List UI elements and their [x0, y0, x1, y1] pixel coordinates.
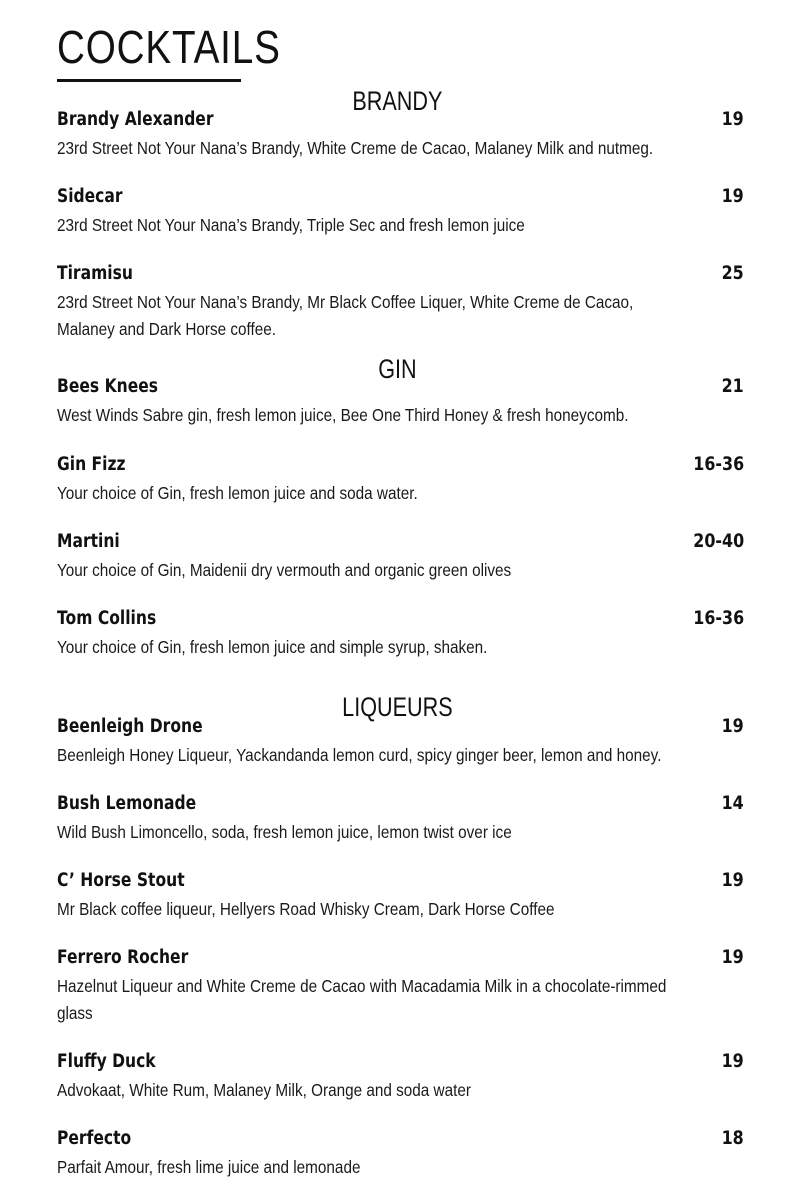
item-name: Sidecar: [57, 186, 123, 207]
item-name: Tiramisu: [57, 263, 133, 284]
item-price: 16-36: [693, 454, 744, 475]
item-price: 18: [721, 1128, 744, 1149]
item-description: Advokaat, White Rum, Malaney Milk, Orange and soda water: [57, 1080, 471, 1100]
item-description: 23rd Street Not Your Nana’s Brandy, White Creme de Cacao, Malaney Milk and nutmeg.: [57, 138, 654, 158]
item-name: Bush Lemonade: [57, 793, 197, 814]
item-name: Tom Collins: [57, 608, 157, 629]
title-underline: [57, 79, 241, 82]
menu-item-ferrero-rocher: [57, 946, 744, 1027]
item-description: [57, 973, 745, 1027]
item-description: Your choice of Gin, Maidenii dry vermouth and organic green olives: [57, 560, 512, 580]
menu-item-fluffy-duck: [57, 1050, 744, 1104]
item-name: Perfecto: [57, 1128, 132, 1149]
item-description: Parfait Amour, fresh lime juice and lemonade: [57, 1157, 361, 1177]
item-description: Your choice of Gin, fresh lemon juice and soda water.: [57, 483, 418, 503]
item-name: Brandy Alexander: [57, 109, 214, 130]
item-price: 19: [721, 716, 744, 737]
menu-item-bush-lemonade: [57, 792, 744, 846]
item-description: Mr Black coffee liqueur, Hellyers Road Whisky Cream, Dark Horse Coffee: [57, 899, 555, 919]
item-name: Ferrero Rocher: [57, 947, 189, 968]
item-price: 19: [721, 1051, 744, 1072]
item-name: Beenleigh Drone: [57, 716, 203, 737]
menu-item-perfecto: [57, 1127, 744, 1181]
item-description-line: Malaney and Dark Horse coffee.: [57, 319, 277, 339]
item-description: West Winds Sabre gin, fresh lemon juice, Bee One Third Honey & fresh honeycomb.: [57, 405, 629, 425]
item-description: 23rd Street Not Your Nana’s Brandy, Triple Sec and fresh lemon juice: [57, 215, 525, 235]
item-name: Martini: [57, 531, 120, 552]
menu-item-gin-fizz: [57, 453, 744, 507]
item-name: C’ Horse Stout: [57, 870, 185, 891]
menu-item-tom-collins: [57, 607, 744, 661]
item-price: 25: [721, 263, 744, 284]
item-price: 16-36: [693, 608, 744, 629]
menu-item-brandy-alexander: [57, 108, 744, 162]
item-price: 14: [721, 793, 744, 814]
item-price: 19: [721, 947, 744, 968]
item-description-line: 23rd Street Not Your Nana’s Brandy, Mr Black Coffee Liquer, White Creme de Cacao,: [57, 292, 634, 312]
menu-item-c-horse-stout: [57, 869, 744, 923]
menu-item-tiramisu: [57, 262, 744, 343]
item-price: 21: [721, 376, 744, 397]
menu-item-bees-knees: [57, 375, 744, 429]
item-description: [57, 289, 745, 343]
menu-item-martini: [57, 530, 744, 584]
section-heading-brandy: BRANDY: [352, 86, 443, 116]
item-description: Wild Bush Limoncello, soda, fresh lemon juice, lemon twist over ice: [57, 822, 512, 842]
item-name: Gin Fizz: [57, 454, 126, 475]
item-price: 19: [721, 186, 744, 207]
item-price: 20-40: [693, 531, 744, 552]
item-description: Your choice of Gin, fresh lemon juice and simple syrup, shaken.: [57, 637, 488, 657]
menu-item-beenleigh-drone: [57, 715, 744, 769]
item-price: 19: [721, 870, 744, 891]
item-name: Bees Knees: [57, 376, 159, 397]
page-title: COCKTAILS: [57, 21, 281, 73]
menu-item-sidecar: [57, 185, 744, 239]
item-description: Beenleigh Honey Liqueur, Yackandanda lemon curd, spicy ginger beer, lemon and honey.: [57, 745, 662, 765]
item-description-line: glass: [57, 1003, 93, 1023]
item-price: 19: [721, 109, 744, 130]
section-heading-gin: GIN: [378, 354, 417, 384]
section-heading-liqueurs: LIQUEURS: [342, 692, 453, 722]
item-name: Fluffy Duck: [57, 1051, 156, 1072]
item-description-line: Hazelnut Liqueur and White Creme de Cacao with Macadamia Milk in a chocolate-rimmed: [57, 976, 667, 996]
